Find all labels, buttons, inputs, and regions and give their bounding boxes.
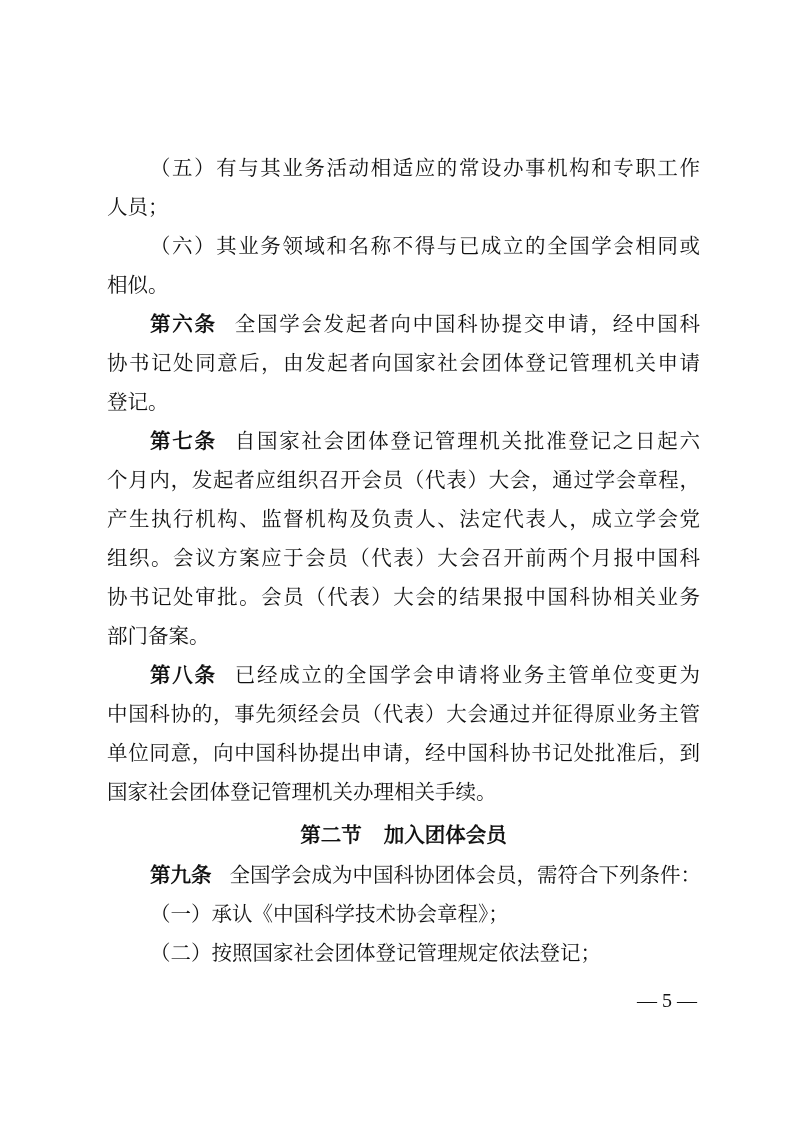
text-line (107, 934, 700, 973)
text-line (107, 578, 700, 617)
text-line (107, 656, 700, 695)
paragraph (107, 305, 700, 422)
text-line (107, 188, 700, 227)
article-number: 第八条 (150, 663, 217, 687)
line-text: 相似。 (107, 273, 169, 297)
article-number: 第六条 (150, 312, 217, 336)
paragraph (107, 895, 700, 934)
text-line (107, 856, 700, 895)
article-number: 第七条 (150, 429, 217, 453)
text-line (107, 734, 700, 773)
line-text: （一）承认《中国科学技术协会章程》； (150, 902, 509, 926)
text-line (107, 539, 700, 578)
line-text: 人员； (107, 195, 169, 219)
articles-after-section (107, 856, 700, 973)
line-text: 已经成立的全国学会申请将业务主管单位变更为 (234, 663, 701, 687)
paragraph (107, 149, 700, 227)
line-text: （二）按照国家社会团体登记管理规定依法登记； (150, 941, 601, 965)
line-text: 中国科协的，事先须经会员（代表）大会通过并征得原业务主管 (107, 702, 700, 726)
text-line (107, 695, 700, 734)
text-line (107, 149, 700, 188)
line-text: 国家社会团体登记管理机关办理相关手续。 (107, 780, 497, 804)
document-body (107, 149, 700, 973)
line-text: 产生执行机构、监督机构及负责人、法定代表人，成立学会党 (107, 507, 700, 531)
line-text: 自国家社会团体登记管理机关批准登记之日起六 (234, 429, 701, 453)
line-text: 全国学会成为中国科协团体会员，需符合下列条件： (229, 863, 701, 887)
articles-before-section (107, 149, 700, 812)
text-line (107, 422, 700, 461)
paragraph (107, 856, 700, 895)
line-text: 协书记处同意后，由发起者向国家社会团体登记管理机关申请 (107, 351, 700, 375)
paragraph (107, 227, 700, 305)
section-heading (107, 810, 700, 860)
article-number: 第九条 (150, 863, 212, 887)
line-text: 协书记处审批。会员（代表）大会的结果报中国科协相关业务 (107, 585, 700, 609)
text-line (107, 383, 700, 422)
paragraph (107, 934, 700, 973)
text-line (107, 266, 700, 305)
text-line (107, 461, 700, 500)
paragraph (107, 422, 700, 656)
section-number: 第二节 (300, 823, 362, 847)
line-text: 组织。会议方案应于会员（代表）大会召开前两个月报中国科 (107, 546, 700, 570)
line-text: 个月内，发起者应组织召开会员（代表）大会，通过学会章程， (107, 468, 700, 492)
section-title: 加入团体会员 (383, 823, 507, 847)
line-text: 登记。 (107, 390, 169, 414)
line-text: 单位同意，向中国科协提出申请，经中国科协书记处批准后，到 (107, 741, 700, 765)
text-line (107, 773, 700, 812)
line-text: 部门备案。 (107, 624, 210, 648)
text-line (107, 305, 700, 344)
line-text: 全国学会发起者向中国科协提交申请，经中国科 (234, 312, 701, 336)
paragraph (107, 656, 700, 812)
text-line (107, 227, 700, 266)
text-line (107, 500, 700, 539)
page-number: — 5 — (637, 990, 697, 1012)
line-text: （五）有与其业务活动相适应的常设办事机构和专职工作 (150, 156, 700, 180)
line-text: （六）其业务领域和名称不得与已成立的全国学会相同或 (150, 234, 700, 258)
text-line (107, 344, 700, 383)
text-line (107, 895, 700, 934)
text-line (107, 617, 700, 656)
